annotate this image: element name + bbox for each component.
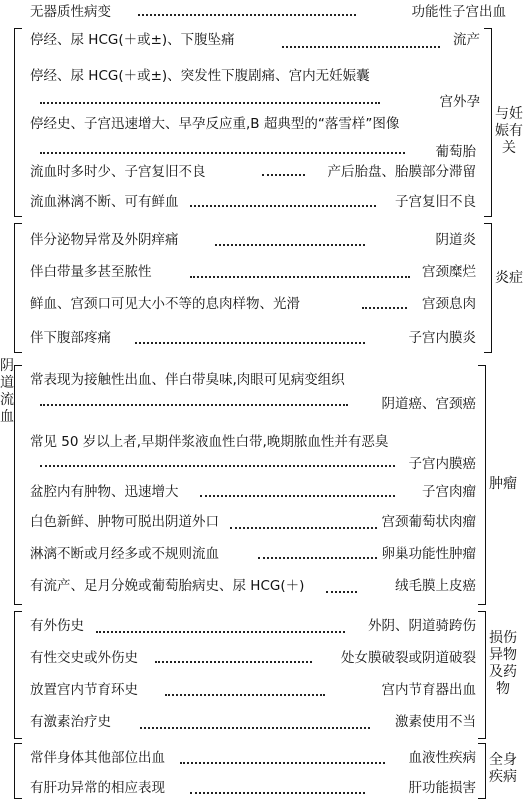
group-brace-left [14,611,22,739]
leader-dots [140,727,370,729]
leader-dots [200,495,395,497]
finding-text: 停经、尿 HCG(＋或±)、突发性下腹剧痛、宫内无妊娠囊 [30,68,370,84]
diagnosis-result: 葡萄胎 [435,144,476,160]
finding-text: 常见 50 岁以上者,早期伴浆液血性白带,晚期脓血性并有恶臭 [30,434,389,450]
leader-dots [135,342,365,344]
leader-dots [262,174,305,176]
leader-dots [40,152,405,154]
diagnosis-result: 阴道炎 [435,232,476,248]
leader-dots [180,762,385,764]
group-brace-left [14,28,22,217]
diagnosis-result: 宫内节育器出血 [381,682,476,698]
finding-text: 停经史、子宫迅速增大、早孕反应重,B 超典型的“落雪样”图像 [30,116,400,132]
finding-text: 白色新鲜、肿物可脱出阴道外口 [30,514,219,530]
leader-dots [40,465,395,467]
top-item-result: 功能性子宫出血 [411,4,506,20]
diagnosis-result: 宫颈糜烂 [422,264,476,280]
diagnosis-result: 宫颈息肉 [422,296,476,312]
diagnosis-result: 子宫肉瘤 [422,484,476,500]
category-bracket [484,223,492,353]
finding-text: 有外伤史 [30,618,84,634]
finding-text: 停经、尿 HCG(＋或±)、下腹坠痛 [30,32,235,48]
category-label: 损伤 异物 及药 物 [489,630,517,697]
finding-text: 有流产、足月分娩或葡萄胎病史、尿 HCG(＋) [30,578,305,594]
category-bracket [478,365,486,605]
group-brace-left [14,743,22,799]
diagnosis-result: 处女膜破裂或阴道破裂 [341,650,476,666]
group-brace-left [14,223,22,353]
finding-text: 流血淋漓不断、可有鲜血 [30,194,179,210]
diagnosis-result: 宫外孕 [439,94,480,110]
diagnosis-result: 卵巢功能性肿瘤 [381,546,476,562]
leader-dots [230,527,377,529]
leader-dots [165,694,325,696]
diagnosis-result: 肝功能损害 [408,780,476,796]
group-brace-left [14,365,22,605]
diagnosis-result: 子宫复旧不良 [395,194,476,210]
leader-dots [190,276,410,278]
category-bracket [478,743,486,799]
finding-text: 伴下腹部疼痛 [30,330,111,346]
finding-text: 有性交史或外伤史 [30,650,138,666]
diagnosis-result: 阴道癌、宫颈癌 [381,396,476,412]
diagnosis-result: 子宫内膜炎 [408,330,476,346]
leader-dots [282,46,440,48]
finding-text: 鲜血、宫颈口可见大小不等的息肉样物、光滑 [30,296,300,312]
finding-text: 伴分泌物异常及外阴痒痛 [30,232,179,248]
leader-dots [155,661,312,663]
leader-dots [190,792,365,794]
category-label: 与妊 娠有 关 [495,106,523,156]
category-label: 炎症 [495,270,523,286]
finding-text: 放置宫内节育环史 [30,682,138,698]
root-label-vertical: 阴 道 流 血 [0,358,14,425]
leader-dots [40,404,348,406]
leader-dots [215,244,365,246]
diagnosis-result: 外阴、阴道骑跨伤 [368,618,476,634]
finding-text: 淋漓不断或月经多或不规则流血 [30,546,219,562]
diagnosis-result: 宫颈葡萄状肉瘤 [381,514,476,530]
leader-dots [40,102,380,104]
category-bracket [478,611,486,739]
diagnosis-result: 子宫内膜癌 [408,456,476,472]
finding-text: 常表现为接触性出血、伴白带臭味,肉眼可见病变组织 [30,372,345,388]
leader-dots [96,631,345,633]
finding-text: 有肝功异常的相应表现 [30,780,165,796]
diagnosis-result: 血液性疾病 [408,750,476,766]
leader-dots [258,557,377,559]
diagnosis-result: 流产 [453,32,480,48]
diagnosis-result: 激素使用不当 [395,714,476,730]
top-item-text: 无器质性病变 [30,4,111,20]
finding-text: 盆腔内有肿物、迅速增大 [30,484,179,500]
diagnosis-result: 绒毛膜上皮癌 [395,578,476,594]
finding-text: 有激素治疗史 [30,714,111,730]
category-label: 肿瘤 [489,476,517,492]
leader-dots [190,205,376,207]
diagnosis-result: 产后胎盘、胎膜部分滞留 [327,164,476,180]
finding-text: 流血时多时少、子宫复旧不良 [30,164,206,180]
leader-dots [326,591,357,593]
top-item-leader-dots [138,14,356,16]
finding-text: 伴白带量多甚至脓性 [30,264,152,280]
category-bracket [484,28,492,217]
leader-dots [362,307,407,309]
category-label: 全身 疾病 [489,752,517,785]
finding-text: 常伴身体其他部位出血 [30,750,165,766]
